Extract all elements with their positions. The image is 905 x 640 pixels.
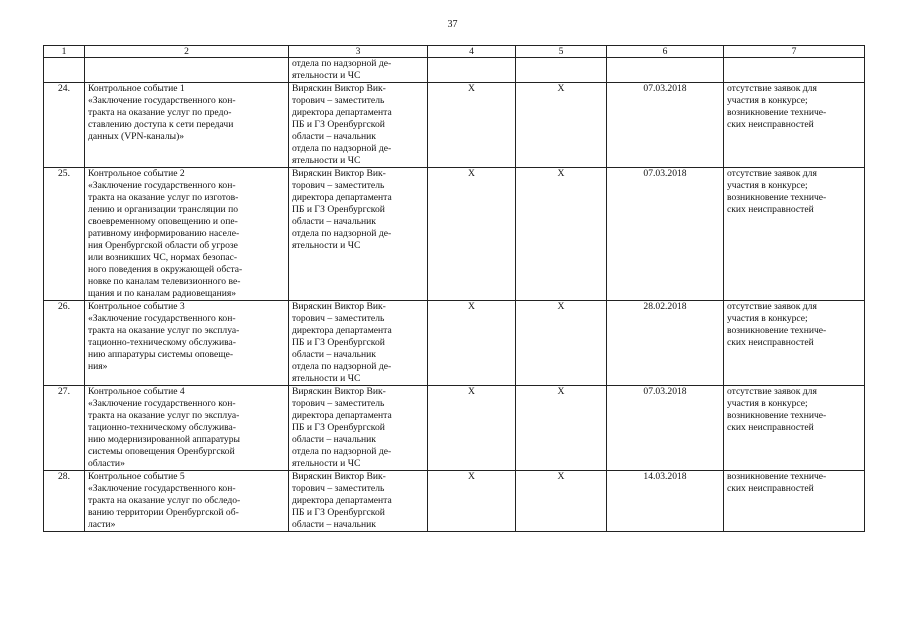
table-row xyxy=(44,168,865,301)
cell-num: 28. xyxy=(44,471,85,532)
cell-num xyxy=(44,58,85,83)
cell-risks: отсутствие заявок для участия в конкурсе; возникновение техниче- ских неисправностей xyxy=(724,168,865,301)
cell-date: 07.03.2018 xyxy=(607,83,724,168)
cell-event: Контрольное событие 5 «Заключение государственного кон- тракта на оказание услуг по обследо- ванию территории Оренбургской об- ласти» xyxy=(85,471,289,532)
column-header: 4 xyxy=(428,46,516,58)
column-header: 6 xyxy=(607,46,724,58)
cell-date: 07.03.2018 xyxy=(607,168,724,301)
column-number-row xyxy=(44,46,865,58)
cell-col4: Х xyxy=(428,471,516,532)
cell-col4: Х xyxy=(428,386,516,471)
cell-event xyxy=(85,58,289,83)
cell-risks xyxy=(724,58,865,83)
cell-event: Контрольное событие 4 «Заключение государственного кон- тракта на оказание услуг по эксплуа- тационно-техническому обслужива- нию модернизированной аппаратуры системы оповещения Оренбургской области» xyxy=(85,386,289,471)
cell-col4: Х xyxy=(428,301,516,386)
cell-col5: Х xyxy=(516,386,607,471)
table-row xyxy=(44,301,865,386)
cell-risks: отсутствие заявок для участия в конкурсе; возникновение техниче- ских неисправностей xyxy=(724,301,865,386)
cell-num: 26. xyxy=(44,301,85,386)
cell-date: 28.02.2018 xyxy=(607,301,724,386)
cell-col5: Х xyxy=(516,471,607,532)
cell-col4: Х xyxy=(428,168,516,301)
column-header: 3 xyxy=(289,46,428,58)
cell-responsible: Виряскин Виктор Вик- торович – заместитель директора департамента ПБ и ГЗ Оренбургской области – начальник отдела по надзорной де- ятельности и ЧС xyxy=(289,168,428,301)
column-header: 7 xyxy=(724,46,865,58)
control-events-table xyxy=(43,45,865,532)
continuation-row xyxy=(44,58,865,83)
cell-event: Контрольное событие 1 «Заключение государственного кон- тракта на оказание услуг по предо- ставлению доступа к сети передачи данных (VPN-каналы)» xyxy=(85,83,289,168)
cell-responsible: Виряскин Виктор Вик- торович – заместитель директора департамента ПБ и ГЗ Оренбургской области – начальник отдела по надзорной де- ятельности и ЧС xyxy=(289,386,428,471)
cell-num: 25. xyxy=(44,168,85,301)
column-header: 5 xyxy=(516,46,607,58)
page-number: 37 xyxy=(447,19,458,30)
cell-risks: возникновение техниче- ских неисправностей xyxy=(724,471,865,532)
cell-col4 xyxy=(428,58,516,83)
cell-event: Контрольное событие 3 «Заключение государственного кон- тракта на оказание услуг по эксплуа- тационно-техническому обслужива- нию аппаратуры системы оповеще- ния» xyxy=(85,301,289,386)
cell-col5: Х xyxy=(516,168,607,301)
column-header: 2 xyxy=(85,46,289,58)
cell-date: 14.03.2018 xyxy=(607,471,724,532)
cell-event: Контрольное событие 2 «Заключение государственного кон- тракта на оказание услуг по изготов- лению и организации трансляции по своевременному оповещению и опе- ративному информированию населе- ния Оренбургской области об угрозе или возникших ЧС, нормах безопас- ного поведения в окружающей обста- новке по каналам телевизионного ве- щания и по каналам радиовещания» xyxy=(85,168,289,301)
table-row xyxy=(44,386,865,471)
cell-col5: Х xyxy=(516,301,607,386)
cell-risks: отсутствие заявок для участия в конкурсе; возникновение техниче- ских неисправностей xyxy=(724,83,865,168)
cell-responsible: Виряскин Виктор Вик- торович – заместитель директора департамента ПБ и ГЗ Оренбургской области – начальник xyxy=(289,471,428,532)
cell-col4: Х xyxy=(428,83,516,168)
cell-date xyxy=(607,58,724,83)
table-row xyxy=(44,471,865,532)
cell-responsible: Виряскин Виктор Вик- торович – заместитель директора департамента ПБ и ГЗ Оренбургской области – начальник отдела по надзорной де- ятельности и ЧС xyxy=(289,83,428,168)
cell-responsible: Виряскин Виктор Вик- торович – заместитель директора департамента ПБ и ГЗ Оренбургской области – начальник отдела по надзорной де- ятельности и ЧС xyxy=(289,301,428,386)
cell-col5: Х xyxy=(516,83,607,168)
cell-risks: отсутствие заявок для участия в конкурсе; возникновение техниче- ских неисправностей xyxy=(724,386,865,471)
table-row xyxy=(44,83,865,168)
column-header: 1 xyxy=(44,46,85,58)
cell-responsible: отдела по надзорной де- ятельности и ЧС xyxy=(289,58,428,83)
cell-date: 07.03.2018 xyxy=(607,386,724,471)
cell-num: 27. xyxy=(44,386,85,471)
cell-num: 24. xyxy=(44,83,85,168)
cell-col5 xyxy=(516,58,607,83)
